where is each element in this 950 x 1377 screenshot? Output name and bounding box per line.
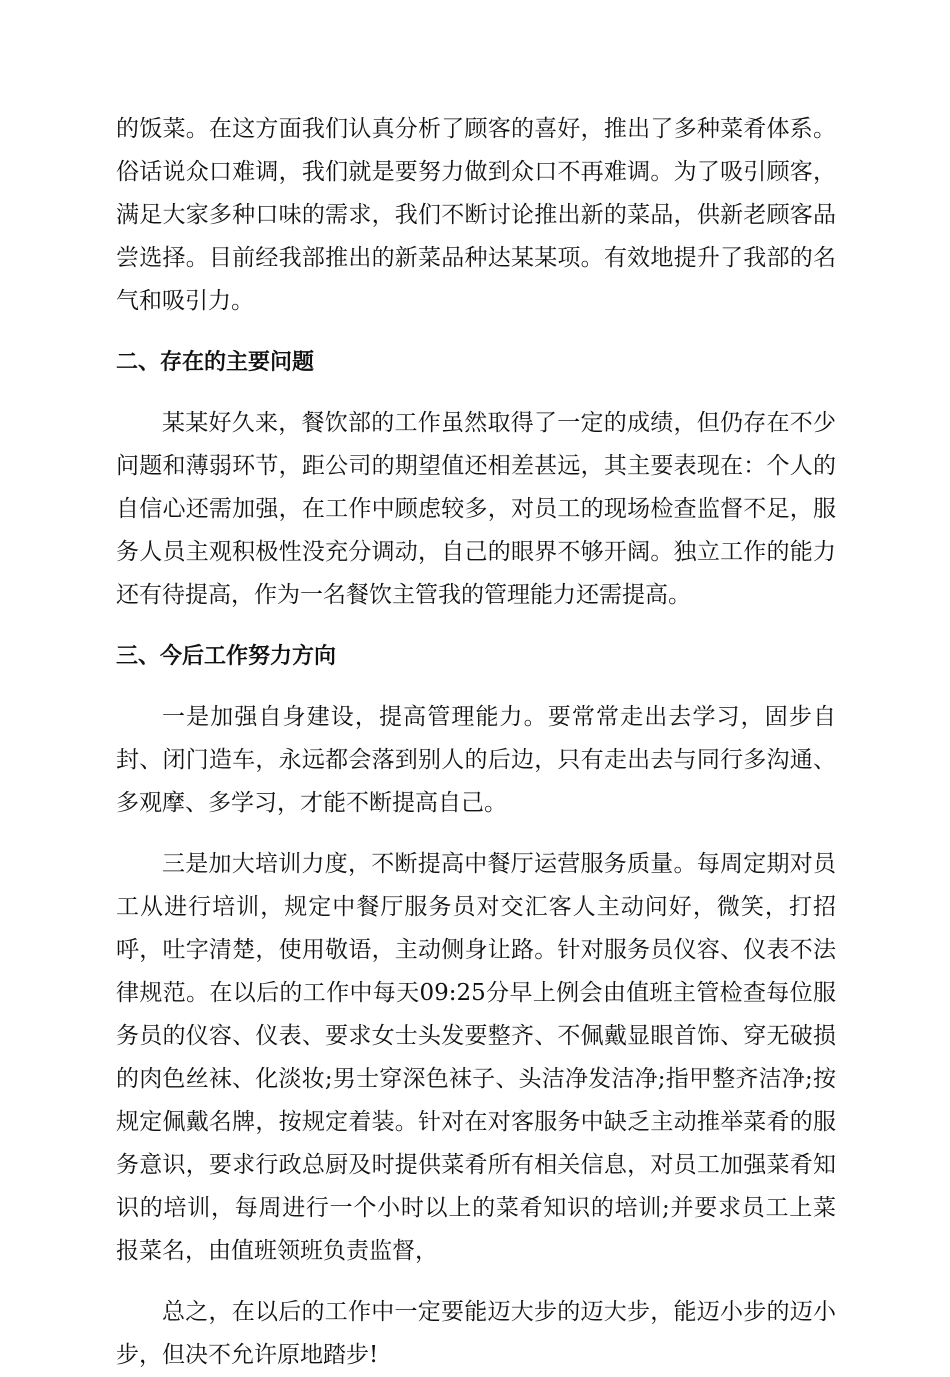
paragraph-point-one: 一是加强自身建设，提高管理能力。要常常走出去学习，固步自封、闭门造车，永远都会落到别人的后边，只有走出去与同行多沟通、多观摩、多学习，才能不断提高自己。: [116, 704, 836, 816]
paragraph-point-three: 三是加大培训力度，不断提高中餐厅运营服务质量。每周定期对员工从进行培训，规定中餐厅服务员对交汇客人主动问好，微笑，打招呼，吐字清楚，使用敬语，主动侧身让路。针对服务员仪容、仪表不法律规范。在以后的工作中每天09:25分早上例会由值班主管检查每位服务员的仪容、仪表、要求女士头发要整齐、不佩戴显眼首饰、穿无破损的肉色丝袜、化淡妆;男士穿深色袜子、头洁净发洁净;指甲整齐洁净;按规定佩戴名牌，按规定着装。针对在对客服务中缺乏主动推举菜肴的服务意识，要求行政总厨及时提供菜肴所有相关信息，对员工加强菜肴知识的培训，每周进行一个小时以上的菜肴知识的培训;并要求员工上菜报菜名，由值班领班负责监督，: [116, 851, 836, 1264]
section-heading-problems: 二、存在的主要问题: [116, 350, 315, 375]
paragraph-conclusion: 总之，在以后的工作中一定要能迈大步的迈大步，能迈小步的迈小步，但决不允许原地踏步!: [116, 1299, 836, 1368]
paragraph-problems: 某某好久来，餐饮部的工作虽然取得了一定的成绩，但仍存在不少问题和薄弱环节，距公司的期望值还相差甚远，其主要表现在：个人的自信心还需加强，在工作中顾虑较多，对员工的现场检查监督不足，服务人员主观积极性没充分调动，自己的眼界不够开阔。独立工作的能力还有待提高，作为一名餐饮主管我的管理能力还需提高。: [116, 410, 836, 608]
paragraph-intro-continuation: 的饭菜。在这方面我们认真分析了顾客的喜好，推出了多种菜肴体系。俗话说众口难调，我们就是要努力做到众口不再难调。为了吸引顾客，满足大家多种口味的需求，我们不断讨论推出新的菜品，供新老顾客品尝选择。目前经我部推出的新菜品种达某某项。有效地提升了我部的名气和吸引力。: [116, 116, 836, 314]
document-body: [116, 108, 836, 1377]
section-heading-future-direction: 三、今后工作努力方向: [116, 644, 337, 669]
